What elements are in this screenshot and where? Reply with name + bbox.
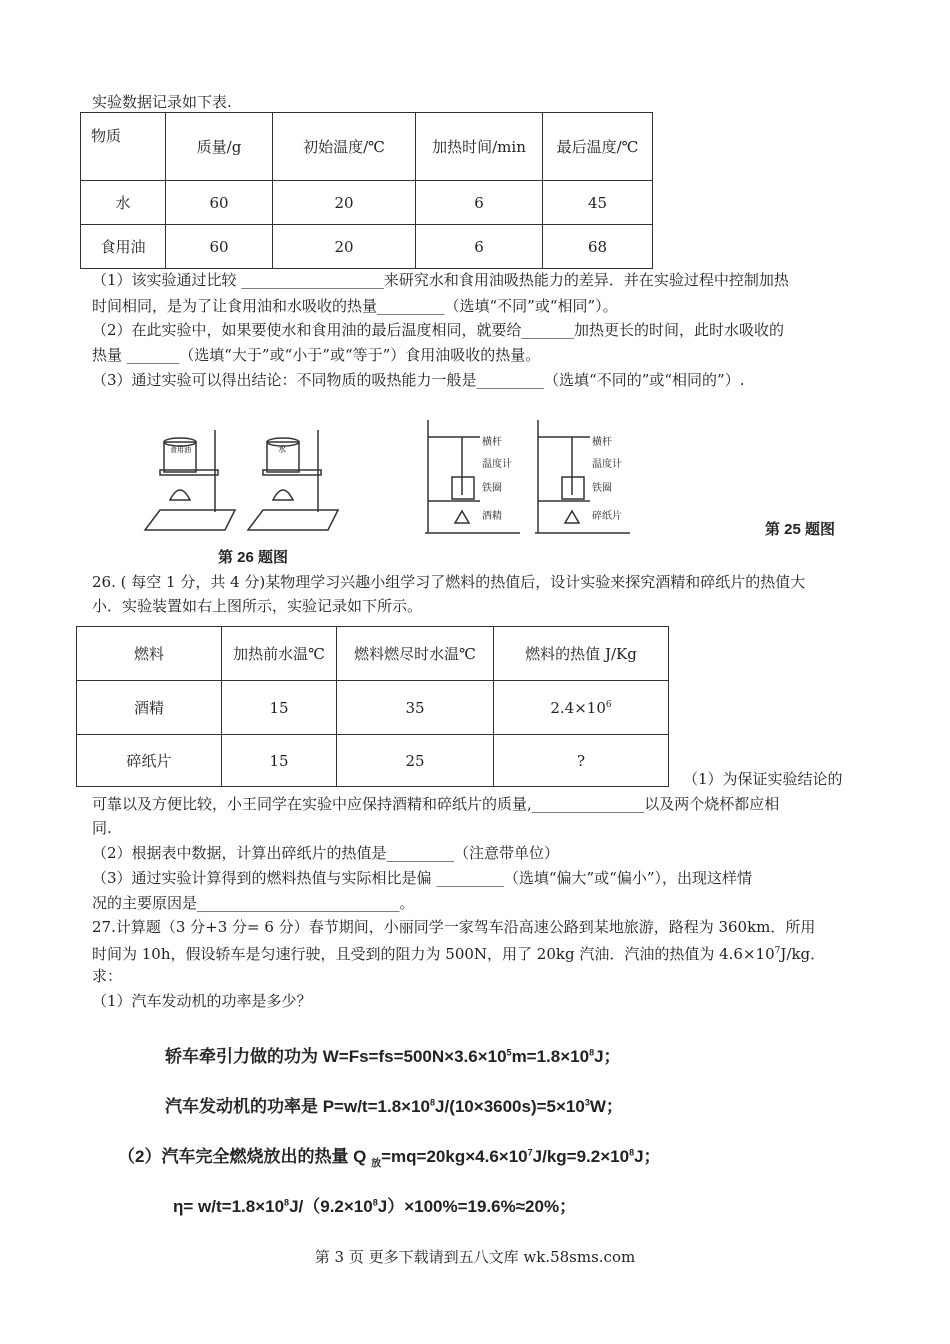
- table-cell: 60: [166, 181, 273, 225]
- q26-part1c: 同.: [92, 819, 112, 837]
- q26-part3b: 况的主要原因是___________________________。: [92, 894, 415, 912]
- q25-part2a: （2）在此实验中，如果要使水和食用油的最后温度相同，就要给_______加热更长的时间，此时水吸收的: [92, 321, 785, 339]
- table-header: 物质: [81, 113, 166, 181]
- page-footer: 第 3 页 更多下载请到五八文库 wk.58sms.com: [314, 1248, 636, 1266]
- q27-intro-a: 27.计算题（3 分+3 分= 6 分）春节期间，小丽同学一家驾车沿高速公路到某地旅游，路程为 360km．所用: [92, 918, 816, 936]
- figure-label: 水: [278, 445, 286, 454]
- figure-label: 铁圈: [592, 483, 612, 494]
- q26-part1b: 可靠以及方便比较，小王同学在实验中应保持酒精和碎纸片的质量,_______________以及两个烧杯都应相: [92, 795, 780, 813]
- figure-label: 食用油: [170, 446, 191, 454]
- experiment-table-1: [80, 112, 653, 269]
- q27-intro-c: 求：: [92, 967, 123, 985]
- q27-answer-1: 轿车牵引力做的功为 $W=Fs=fs=500N\times 3.6\times 10^5m=1.8\times 10^8J$；: [165, 1047, 621, 1066]
- table-cell: ?: [494, 735, 669, 787]
- figure-label: 铁圈: [482, 483, 502, 494]
- q26-part1a: （1）为保证实验结论的: [683, 770, 843, 788]
- q27-intro-b: 时间为 10h，假设轿车是匀速行驶，且受到的阻力为 500N，用了 20kg 汽油．汽油的热值为 $4.6\times 10^7J/kg$．: [92, 945, 826, 963]
- figure-label: 碎纸片: [592, 511, 622, 522]
- q27-question-1: （1）汽车发动机的功率是多少？: [92, 992, 312, 1010]
- table-cell: 25: [337, 735, 494, 787]
- figure-label: 酒精: [482, 511, 502, 522]
- q26-part2: （2）根据表中数据，计算出碎纸片的热值是_________（注意带单位）: [92, 844, 560, 862]
- table-cell: $2.4\times 10^6$: [494, 681, 669, 735]
- q27-answer-4: $\eta= w/t=1.8\times 10^8J/(9.2\times 10^8J)\times 100\%=19.6\%\approx 20\%$；: [173, 1197, 577, 1216]
- table-cell: 碎纸片: [77, 735, 222, 787]
- table-cell: 6: [416, 225, 543, 269]
- table-header: 燃料: [77, 627, 222, 681]
- q25-part3: （3）通过实验可以得出结论：不同物质的吸热能力一般是_________（选填“不同的”或“相同的”）.: [92, 371, 745, 389]
- table-cell: 6: [416, 181, 543, 225]
- figure-25-illustration: [420, 415, 650, 540]
- q26-intro-a: 26. ( 每空 1 分，共 4 分)某物理学习兴趣小组学习了燃料的热值后，设计实验来探究酒精和碎纸片的热值大: [92, 573, 806, 591]
- q26-intro-b: 小．实验装置如右上图所示，实验记录如下所示。: [92, 597, 423, 615]
- table-header: 燃料的热值 J/Kg: [494, 627, 669, 681]
- table-cell: 68: [543, 225, 653, 269]
- table-cell: 35: [337, 681, 494, 735]
- q25-part1a: （1）该实验通过比较 ___________________来研究水和食用油吸热能力的差异．并在实验过程中控制加热: [92, 271, 789, 289]
- table-header: 燃料燃尽时水温℃: [337, 627, 494, 681]
- q25-part2b: 热量 _______（选填“大于”或“小于”或“等于”）食用油吸收的热量。: [92, 346, 541, 364]
- table-header: 初始温度/℃: [273, 113, 416, 181]
- table-cell: 水: [81, 181, 166, 225]
- table-cell: 15: [222, 735, 337, 787]
- table-header: 加热时间/min: [416, 113, 543, 181]
- figure-caption-26: 第 26 题图: [218, 549, 289, 566]
- figure-label: 温度计: [482, 459, 512, 470]
- table-header: 最后温度/℃: [543, 113, 653, 181]
- q26-part3a: （3）通过实验计算得到的燃料热值与实际相比是偏 _________（选填“偏大”或“偏小”），出现这样情: [92, 869, 752, 887]
- table-cell: 45: [543, 181, 653, 225]
- table-cell: 15: [222, 681, 337, 735]
- figure-26-illustration: [140, 420, 350, 540]
- q27-answer-3: （2）汽车完全燃烧放出的热量 Q $_放=mq=20kg\times 4.6\times 10^7J/kg=9.2\times 10^8J$；: [118, 1147, 661, 1170]
- q27-answer-2: 汽车发动机的功率是 $P=w/t=1.8\times 10^8J/(10\times 3600s)=5\times 10^3W$；: [165, 1097, 623, 1116]
- figure-label: 横杆: [482, 437, 502, 448]
- table-cell: 20: [273, 181, 416, 225]
- table-header: 质量/g: [166, 113, 273, 181]
- table-cell: 20: [273, 225, 416, 269]
- figure-label: 温度计: [592, 459, 622, 470]
- table-header: 加热前水温℃: [222, 627, 337, 681]
- figure-label: 横杆: [592, 437, 612, 448]
- figure-caption-25: 第 25 题图: [765, 521, 836, 538]
- intro-text: 实验数据记录如下表.: [92, 93, 232, 111]
- table-cell: 60: [166, 225, 273, 269]
- fuel-table: [76, 626, 669, 787]
- q25-part1b: 时间相同，是为了让食用油和水吸收的热量_________（选填“不同”或“相同”）。: [92, 297, 618, 315]
- table-cell: 食用油: [81, 225, 166, 269]
- table-cell: 酒精: [77, 681, 222, 735]
